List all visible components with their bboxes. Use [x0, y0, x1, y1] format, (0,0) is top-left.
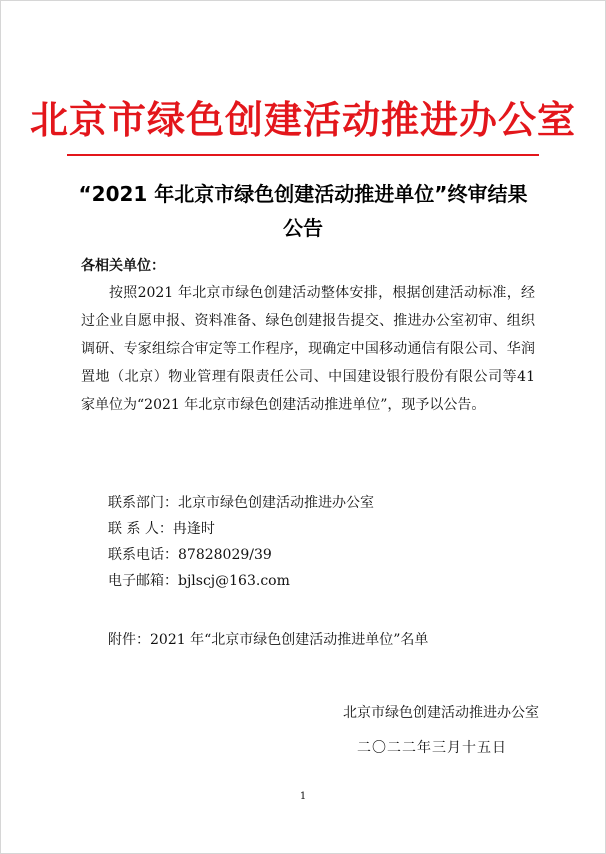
- contact-department: 联系部门：北京市绿色创建活动推进办公室: [108, 495, 374, 511]
- signature-org: 北京市绿色创建活动推进办公室: [343, 705, 539, 721]
- addressee: 各相关单位：: [81, 258, 165, 274]
- signature-date: 二〇二二年三月十五日: [357, 740, 507, 756]
- page-number: 1: [299, 791, 307, 802]
- document-title: “2021 年北京市绿色创建活动推进单位”终审结果公告: [78, 182, 528, 240]
- issuer-header: 北京市绿色创建活动推进办公室: [29, 97, 576, 142]
- attachment-line: 附件：2021 年“北京市绿色创建活动推进单位”名单: [108, 632, 429, 648]
- header-red-rule: [67, 154, 539, 156]
- contact-person: 联 系 人：冉逢时: [108, 521, 215, 537]
- contact-block: [108, 490, 374, 594]
- contact-phone: 联系电话：87828029/39: [108, 547, 272, 563]
- body-paragraph: 按照2021 年北京市绿色创建活动整体安排，根据创建活动标准，经过企业自愿申报、资料准备、绿色创建报告提交、推进办公室初审、组织调研、专家组综合审定等工作程序，现确定中国移动通信有限公司、华润置地（北京）物业管理有限责任公司、中国建设银行股份有限公司等41 家单位为“2021 年北京市绿色创建活动推进单位”，现予以公告。: [81, 285, 535, 413]
- contact-email: 电子邮箱：bjlscj@163.com: [108, 573, 290, 589]
